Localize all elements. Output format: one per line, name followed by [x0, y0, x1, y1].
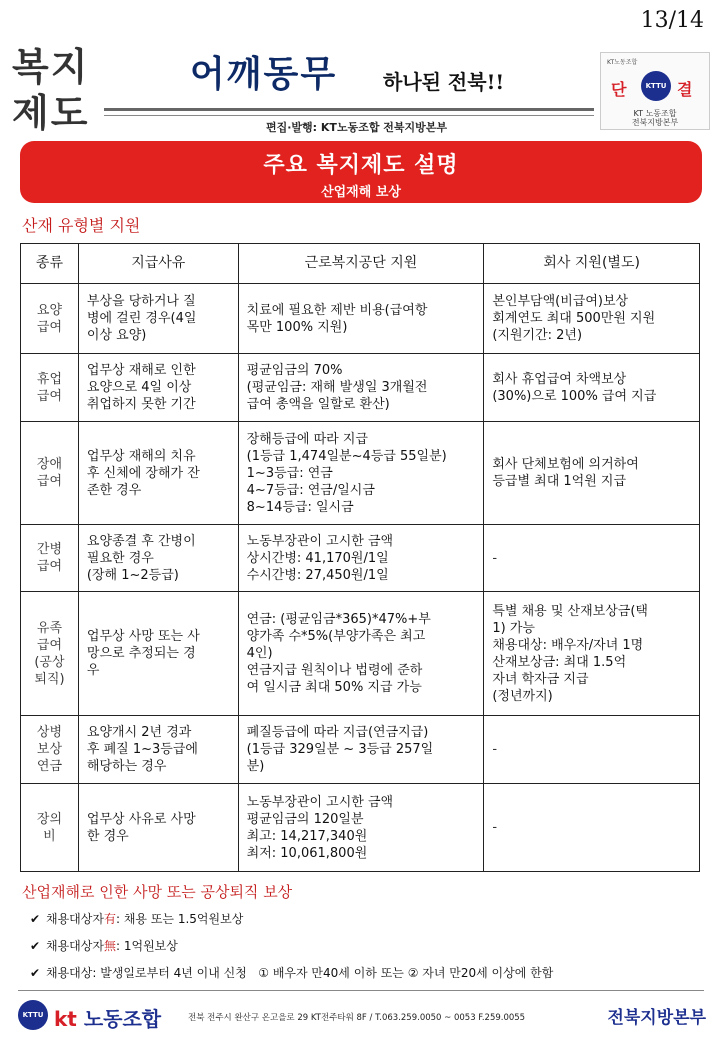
checkmark-icon: ✔ — [30, 966, 41, 980]
cell-reason: 요양종결 후 간병이 필요한 경우 (장해 1~2등급) — [78, 525, 238, 592]
cell-kcomwel: 노동부장관이 고시한 금액 평균임금의 120일분 최고: 14,217,340원 최저: 10,061,800원 — [238, 784, 484, 872]
cell-kcomwel: 평균임금의 70% (평균임금: 재해 발생일 3개월전 급여 총액을 일할로 환산) — [238, 354, 484, 422]
list-item — [30, 912, 553, 939]
cell-kcomwel: 폐질등급에 따라 지급(연금지급) (1등급 329일분 ~ 3등급 257일 분) — [238, 716, 484, 784]
header-reason: 지급사유 — [78, 244, 238, 284]
masthead-title: 어깨동무 — [190, 53, 338, 95]
bullet-text: 발생일로부터 4년 이내 신청 ① 배우자 만40세 이하 또는 ② 자녀 만20세 이상에 한함 — [96, 966, 554, 980]
cell-type: 장애 급여 — [21, 422, 79, 525]
union-name: 노동조합 — [76, 1007, 162, 1031]
death-compensation-heading: 산업재해로 인한 사망 또는 공상퇴직 보상 — [22, 883, 293, 901]
header-company: 회사 지원(별도) — [484, 244, 700, 284]
cell-company: - — [484, 525, 700, 592]
cell-reason: 업무상 재해의 치유 후 신체에 장해가 잔 존한 경우 — [78, 422, 238, 525]
table-row — [21, 716, 700, 784]
kt-logo-text: kt — [54, 1007, 77, 1031]
publisher-line: 편집·발행: KT노동조합 전북지방본부 — [266, 121, 448, 134]
cell-company: - — [484, 716, 700, 784]
union-logo — [600, 52, 710, 130]
list-item — [30, 939, 553, 966]
banner-title: 주요 복지제도 설명 — [263, 153, 459, 178]
banner-subtitle: 산업재해 보상 — [321, 185, 401, 200]
logo-right-char: 결 — [677, 80, 693, 99]
bullet-mark: 有 — [103, 912, 116, 926]
masthead-slogan: 하나된 전북!! — [383, 70, 505, 94]
cell-company: 본인부담액(비급여)보상 회계연도 최대 500만원 지원 (지원기간: 2년) — [484, 284, 700, 354]
logo-left-char: 단 — [611, 80, 627, 99]
table-row — [21, 422, 700, 525]
cell-company: 회사 단체보험에 의거하여 등급별 최대 1억원 지급 — [484, 422, 700, 525]
bullet-text: : 1억원보상 — [115, 939, 178, 953]
logo-top-text: KT노동조합 — [607, 59, 638, 66]
table-row — [21, 784, 700, 872]
footer-address: 전북 전주시 완산구 온고을로 29 KT전주타워 8F / T.063.259.0050 ~ 0053 F.259.0055 — [188, 1013, 526, 1023]
side-title-line2: 제도 — [12, 90, 90, 135]
checkmark-icon: ✔ — [30, 912, 41, 926]
bullet-label: 채용대상자 — [46, 939, 104, 953]
footer — [18, 998, 708, 1034]
table-row — [21, 525, 700, 592]
masthead-divider — [104, 108, 594, 116]
checkmark-icon: ✔ — [30, 939, 41, 953]
cell-type: 휴업 급여 — [21, 354, 79, 422]
cell-type: 유족 급여 (공상 퇴직) — [21, 592, 79, 716]
list-item — [30, 966, 553, 993]
cell-reason: 업무상 사유로 사망 한 경우 — [78, 784, 238, 872]
cell-reason: 업무상 사망 또는 사 망으로 추정되는 경 우 — [78, 592, 238, 716]
benefits-table — [20, 243, 700, 872]
cell-reason: 부상을 당하거나 질 병에 걸린 경우(4일 이상 요양) — [78, 284, 238, 354]
bullet-mark: 無 — [103, 939, 116, 953]
bullet-label: 채용대상자 — [46, 912, 104, 926]
kttu-emblem-icon: KTTU — [641, 71, 671, 101]
death-compensation-list — [30, 912, 553, 993]
cell-type: 간병 급여 — [21, 525, 79, 592]
bullet-label: 채용대상: — [46, 966, 97, 980]
table-header-row — [21, 244, 700, 284]
table-row — [21, 284, 700, 354]
logo-bottom-text — [601, 109, 709, 127]
page-number: 13/14 — [640, 8, 704, 33]
cell-company: 회사 휴업급여 차액보상 (30%)으로 100% 급여 지급 — [484, 354, 700, 422]
footer-branch: 전북지방본부 — [607, 1008, 706, 1028]
header-type: 종류 — [21, 244, 79, 284]
cell-kcomwel: 장해등급에 따라 지급 (1등급 1,474일분~4등급 55일분) 1~3등급: 연금 4~7등급: 연금/일시금 8~14등급: 일시금 — [238, 422, 484, 525]
title-banner — [20, 141, 702, 203]
cell-reason: 요양개시 2년 경과 후 폐질 1~3등급에 해당하는 경우 — [78, 716, 238, 784]
cell-company: - — [484, 784, 700, 872]
cell-kcomwel: 노동부장관이 고시한 금액 상시간병: 41,170원/1일 수시간병: 27,450원/1일 — [238, 525, 484, 592]
footer-org-name — [54, 1003, 161, 1032]
footer-divider — [18, 990, 704, 991]
kttu-emblem-icon: KTTU — [18, 1000, 48, 1030]
logo-bottom-line1: KT 노동조합 — [633, 109, 677, 118]
table-row — [21, 354, 700, 422]
side-title — [12, 44, 89, 136]
cell-type: 요양 급여 — [21, 284, 79, 354]
header-kcomwel: 근로복지공단 지원 — [238, 244, 484, 284]
section-heading: 산재 유형별 지원 — [22, 216, 141, 235]
table-row — [21, 592, 700, 716]
cell-reason: 업무상 재해로 인한 요양으로 4일 이상 취업하지 못한 기간 — [78, 354, 238, 422]
logo-bottom-line2: 전북지방본부 — [631, 118, 679, 127]
bullet-text: : 채용 또는 1.5억원보상 — [115, 912, 244, 926]
cell-type: 장의 비 — [21, 784, 79, 872]
cell-type: 상병 보상 연금 — [21, 716, 79, 784]
cell-kcomwel: 연금: (평균임금*365)*47%+부 양가족 수*5%(부양가족은 최고 4인) 연금지급 원칙이나 법령에 준하 여 일시금 최대 50% 지급 가능 — [238, 592, 484, 716]
cell-company: 특별 채용 및 산재보상금(택 1) 가능 채용대상: 배우자/자녀 1명 산재보상금: 최대 1.5억 자녀 학자금 지급 (정년까지) — [484, 592, 700, 716]
side-title-line1: 복지 — [12, 44, 90, 89]
cell-kcomwel: 치료에 필요한 제반 비용(급여항 목만 100% 지원) — [238, 284, 484, 354]
